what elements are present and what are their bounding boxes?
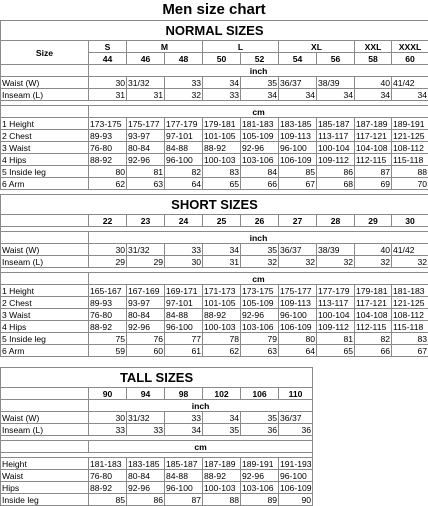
row-label: 6 Arm [1, 345, 89, 357]
value-cell: 86 [127, 494, 165, 506]
row-label: Height [1, 458, 89, 470]
value-cell: 63 [127, 178, 165, 190]
value-cell: 80 [89, 166, 127, 178]
size-number: 23 [127, 215, 165, 227]
value-cell: 189-191 [392, 118, 428, 130]
value-cell: 88-92 [203, 470, 241, 482]
value-cell: 34 [203, 412, 241, 424]
size-number: 110 [279, 388, 313, 400]
value-cell: 34 [241, 89, 279, 101]
value-cell: 92-96 [127, 154, 165, 166]
size-letter: XL [279, 41, 355, 53]
row-label: 3 Waist [1, 309, 89, 321]
value-cell: 68 [317, 178, 355, 190]
blank-cell [1, 215, 89, 227]
unit-label-inch: inch [89, 65, 428, 77]
row-label: Waist (W) [1, 244, 89, 256]
value-cell: 30 [89, 244, 127, 256]
table-row [1, 494, 313, 506]
value-cell: 76-80 [89, 470, 127, 482]
value-cell: 34 [203, 77, 241, 89]
normal-sizes-table [0, 20, 428, 190]
value-cell: 101-105 [203, 130, 241, 142]
value-cell: 109-113 [279, 297, 317, 309]
value-cell: 64 [165, 178, 203, 190]
value-cell: 83 [392, 333, 428, 345]
value-cell: 31 [203, 256, 241, 268]
table-row [1, 412, 313, 424]
value-cell: 88 [203, 494, 241, 506]
section-title: NORMAL SIZES [1, 21, 428, 41]
value-cell: 191-193 [279, 458, 313, 470]
value-cell: 92-96 [241, 142, 279, 154]
value-cell: 31 [127, 89, 165, 101]
value-cell: 34 [203, 244, 241, 256]
size-letter: XXL [355, 41, 392, 53]
value-cell: 83 [203, 166, 241, 178]
value-cell: 96-100 [279, 142, 317, 154]
unit-label-cm: cm [89, 106, 428, 118]
value-cell: 81 [127, 166, 165, 178]
row-label: Waist [1, 470, 89, 482]
blank-cell [1, 273, 89, 285]
size-number: 24 [165, 215, 203, 227]
value-cell: 88-92 [89, 321, 127, 333]
value-cell: 185-187 [317, 118, 355, 130]
value-cell: 30 [89, 412, 127, 424]
row-label: 4 Hips [1, 154, 89, 166]
row-label: 3 Waist [1, 142, 89, 154]
value-cell: 96-100 [279, 470, 313, 482]
value-cell: 92-96 [127, 321, 165, 333]
value-cell: 38/39 [317, 244, 355, 256]
value-cell: 103-106 [241, 482, 279, 494]
value-cell: 34 [355, 89, 392, 101]
value-cell: 67 [392, 345, 428, 357]
value-cell: 92-96 [241, 470, 279, 482]
value-cell: 33 [127, 424, 165, 436]
value-cell: 29 [127, 256, 165, 268]
table-row [1, 285, 428, 297]
size-number: 60 [392, 53, 428, 65]
value-cell: 76-80 [89, 309, 127, 321]
value-cell: 32 [317, 256, 355, 268]
row-label: Waist (W) [1, 412, 89, 424]
value-cell: 70 [392, 178, 428, 190]
row-label: 5 Inside leg [1, 333, 89, 345]
size-number: 58 [355, 53, 392, 65]
value-cell: 89 [241, 494, 279, 506]
value-cell: 80-84 [127, 309, 165, 321]
value-cell: 36/37 [279, 412, 313, 424]
value-cell: 100-103 [203, 154, 241, 166]
value-cell: 85 [279, 166, 317, 178]
value-cell: 30 [165, 256, 203, 268]
value-cell: 100-104 [317, 142, 355, 154]
row-label: Inseam (L) [1, 89, 89, 101]
value-cell: 181-183 [89, 458, 127, 470]
value-cell: 66 [355, 345, 392, 357]
value-cell: 112-115 [355, 154, 392, 166]
table-row [1, 333, 428, 345]
row-label: 4 Hips [1, 321, 89, 333]
size-number: 28 [317, 215, 355, 227]
value-cell: 87 [165, 494, 203, 506]
table-row [1, 424, 313, 436]
value-cell: 89-93 [89, 297, 127, 309]
value-cell: 187-189 [203, 458, 241, 470]
value-cell: 31/32 [127, 77, 165, 89]
size-number: 46 [127, 53, 165, 65]
value-cell: 93-97 [127, 130, 165, 142]
table-row [1, 309, 428, 321]
value-cell: 103-106 [241, 154, 279, 166]
value-cell: 32 [279, 256, 317, 268]
size-letter: S [89, 41, 127, 53]
value-cell: 109-112 [317, 154, 355, 166]
value-cell: 40 [355, 77, 392, 89]
value-cell: 115-118 [392, 321, 428, 333]
row-label: 2 Chest [1, 297, 89, 309]
size-number: 29 [355, 215, 392, 227]
blank-cell [1, 106, 89, 118]
table-row [1, 321, 428, 333]
table-row [1, 458, 313, 470]
value-cell: 179-181 [355, 285, 392, 297]
value-cell: 82 [165, 166, 203, 178]
size-number: 98 [165, 388, 203, 400]
value-cell: 32 [165, 89, 203, 101]
row-label: 5 Inside leg [1, 166, 89, 178]
row-label: Inside leg [1, 494, 89, 506]
value-cell: 179-181 [203, 118, 241, 130]
value-cell: 183-185 [127, 458, 165, 470]
value-cell: 175-177 [127, 118, 165, 130]
unit-label-inch: inch [89, 400, 313, 412]
value-cell: 108-112 [392, 309, 428, 321]
value-cell: 66 [241, 178, 279, 190]
table-row [1, 166, 428, 178]
value-cell: 104-108 [355, 309, 392, 321]
table-row [1, 118, 428, 130]
value-cell: 33 [165, 77, 203, 89]
value-cell: 108-112 [392, 142, 428, 154]
value-cell: 65 [317, 345, 355, 357]
value-cell: 77 [165, 333, 203, 345]
value-cell: 41/42 [392, 244, 428, 256]
value-cell: 189-191 [241, 458, 279, 470]
value-cell: 103-106 [241, 321, 279, 333]
value-cell: 181-183 [392, 285, 428, 297]
value-cell: 90 [279, 494, 313, 506]
blank-cell [1, 441, 89, 453]
row-label: 6 Arm [1, 178, 89, 190]
value-cell: 117-121 [355, 130, 392, 142]
value-cell: 96-100 [165, 482, 203, 494]
value-cell: 78 [203, 333, 241, 345]
value-cell: 101-105 [203, 297, 241, 309]
value-cell: 113-117 [317, 130, 355, 142]
size-number-row [1, 215, 428, 227]
value-cell: 64 [279, 345, 317, 357]
value-cell: 61 [165, 345, 203, 357]
value-cell: 105-109 [241, 130, 279, 142]
value-cell: 106-109 [279, 154, 317, 166]
value-cell: 121-125 [392, 297, 428, 309]
value-cell: 165-167 [89, 285, 127, 297]
value-cell: 41/42 [392, 77, 428, 89]
value-cell: 34 [392, 89, 428, 101]
value-cell: 36 [279, 424, 313, 436]
table-row [1, 345, 428, 357]
row-label: Hips [1, 482, 89, 494]
value-cell: 63 [241, 345, 279, 357]
value-cell: 187-189 [355, 118, 392, 130]
table-row [1, 89, 428, 101]
table-row [1, 256, 428, 268]
table-row [1, 244, 428, 256]
value-cell: 97-101 [165, 130, 203, 142]
value-cell: 117-121 [355, 297, 392, 309]
size-number: 50 [203, 53, 241, 65]
value-cell: 84-88 [165, 142, 203, 154]
value-cell: 109-113 [279, 130, 317, 142]
value-cell: 167-169 [127, 285, 165, 297]
value-cell: 88-92 [203, 142, 241, 154]
row-label: 2 Chest [1, 130, 89, 142]
value-cell: 112-115 [355, 321, 392, 333]
value-cell: 36/37 [279, 244, 317, 256]
blank-cell [1, 400, 89, 412]
unit-label-inch: inch [89, 232, 428, 244]
value-cell: 75 [89, 333, 127, 345]
size-letter: XXXL [392, 41, 428, 53]
value-cell: 92-96 [241, 309, 279, 321]
row-label: 1 Height [1, 285, 89, 297]
value-cell: 34 [165, 424, 203, 436]
value-cell: 93-97 [127, 297, 165, 309]
row-label: Inseam (L) [1, 256, 89, 268]
value-cell: 96-100 [279, 309, 317, 321]
value-cell: 169-171 [165, 285, 203, 297]
value-cell: 76 [127, 333, 165, 345]
value-cell: 31/32 [127, 412, 165, 424]
value-cell: 30 [89, 77, 127, 89]
value-cell: 97-101 [165, 297, 203, 309]
value-cell: 89-93 [89, 130, 127, 142]
value-cell: 32 [241, 256, 279, 268]
table-row [1, 142, 428, 154]
value-cell: 35 [241, 412, 279, 424]
value-cell: 29 [89, 256, 127, 268]
value-cell: 88-92 [203, 309, 241, 321]
value-cell: 106-109 [279, 482, 313, 494]
value-cell: 115-118 [392, 154, 428, 166]
value-cell: 62 [203, 345, 241, 357]
value-cell: 104-108 [355, 142, 392, 154]
value-cell: 121-125 [392, 130, 428, 142]
value-cell: 33 [89, 424, 127, 436]
value-cell: 35 [241, 244, 279, 256]
size-number: 52 [241, 53, 279, 65]
size-number: 54 [279, 53, 317, 65]
size-number: 26 [241, 215, 279, 227]
value-cell: 59 [89, 345, 127, 357]
value-cell: 81 [317, 333, 355, 345]
value-cell: 86 [317, 166, 355, 178]
section-title: SHORT SIZES [1, 195, 428, 215]
value-cell: 31 [89, 89, 127, 101]
size-number: 94 [127, 388, 165, 400]
value-cell: 80-84 [127, 142, 165, 154]
value-cell: 173-175 [241, 285, 279, 297]
value-cell: 109-112 [317, 321, 355, 333]
value-cell: 67 [279, 178, 317, 190]
value-cell: 85 [89, 494, 127, 506]
value-cell: 185-187 [165, 458, 203, 470]
blank-cell [1, 65, 89, 77]
table-row [1, 77, 428, 89]
size-number: 30 [392, 215, 428, 227]
value-cell: 34 [317, 89, 355, 101]
value-cell: 60 [127, 345, 165, 357]
value-cell: 88-92 [89, 154, 127, 166]
value-cell: 92-96 [127, 482, 165, 494]
value-cell: 183-185 [279, 118, 317, 130]
value-cell: 33 [203, 89, 241, 101]
unit-label-cm: cm [89, 273, 428, 285]
value-cell: 100-103 [203, 321, 241, 333]
value-cell: 177-179 [165, 118, 203, 130]
value-cell: 113-117 [317, 297, 355, 309]
value-cell: 171-173 [203, 285, 241, 297]
value-cell: 80 [279, 333, 317, 345]
size-letter: L [203, 41, 279, 53]
table-row [1, 297, 428, 309]
size-number: 25 [203, 215, 241, 227]
size-number: 48 [165, 53, 203, 65]
size-number: 22 [89, 215, 127, 227]
row-label: Waist (W) [1, 77, 89, 89]
blank-cell [1, 388, 89, 400]
value-cell: 82 [355, 333, 392, 345]
value-cell: 96-100 [165, 321, 203, 333]
value-cell: 36/37 [279, 77, 317, 89]
value-cell: 62 [89, 178, 127, 190]
size-number: 44 [89, 53, 127, 65]
value-cell: 173-175 [89, 118, 127, 130]
value-cell: 88-92 [89, 482, 127, 494]
value-cell: 32 [355, 256, 392, 268]
value-cell: 100-104 [317, 309, 355, 321]
unit-label-cm: cm [89, 441, 313, 453]
value-cell: 84-88 [165, 309, 203, 321]
table-row [1, 470, 313, 482]
row-label: Inseam (L) [1, 424, 89, 436]
value-cell: 80-84 [127, 470, 165, 482]
value-cell: 87 [355, 166, 392, 178]
value-cell: 31/32 [127, 244, 165, 256]
size-number-row [1, 388, 313, 400]
page-title: Men size chart [0, 0, 428, 20]
value-cell: 38/39 [317, 77, 355, 89]
value-cell: 100-103 [203, 482, 241, 494]
value-cell: 96-100 [165, 154, 203, 166]
value-cell: 106-109 [279, 321, 317, 333]
value-cell: 181-183 [241, 118, 279, 130]
tall-sizes-table [0, 367, 313, 506]
size-number: 90 [89, 388, 127, 400]
value-cell: 69 [355, 178, 392, 190]
size-number: 106 [241, 388, 279, 400]
value-cell: 76-80 [89, 142, 127, 154]
table-row [1, 178, 428, 190]
value-cell: 88 [392, 166, 428, 178]
size-number: 27 [279, 215, 317, 227]
value-cell: 33 [165, 244, 203, 256]
value-cell: 177-179 [317, 285, 355, 297]
short-sizes-table [0, 194, 428, 357]
size-number: 102 [203, 388, 241, 400]
value-cell: 175-177 [279, 285, 317, 297]
value-cell: 35 [203, 424, 241, 436]
value-cell: 32 [392, 256, 428, 268]
value-cell: 36 [241, 424, 279, 436]
table-row [1, 154, 428, 166]
value-cell: 84 [241, 166, 279, 178]
value-cell: 84-88 [165, 470, 203, 482]
row-label: 1 Height [1, 118, 89, 130]
blank-cell [1, 232, 89, 244]
size-number: 56 [317, 53, 355, 65]
value-cell: 40 [355, 244, 392, 256]
value-cell: 65 [203, 178, 241, 190]
value-cell: 79 [241, 333, 279, 345]
value-cell: 33 [165, 412, 203, 424]
value-cell: 105-109 [241, 297, 279, 309]
table-row [1, 130, 428, 142]
value-cell: 34 [279, 89, 317, 101]
size-label: Size [1, 41, 89, 65]
section-title: TALL SIZES [1, 368, 313, 388]
value-cell: 35 [241, 77, 279, 89]
size-letter: M [127, 41, 203, 53]
